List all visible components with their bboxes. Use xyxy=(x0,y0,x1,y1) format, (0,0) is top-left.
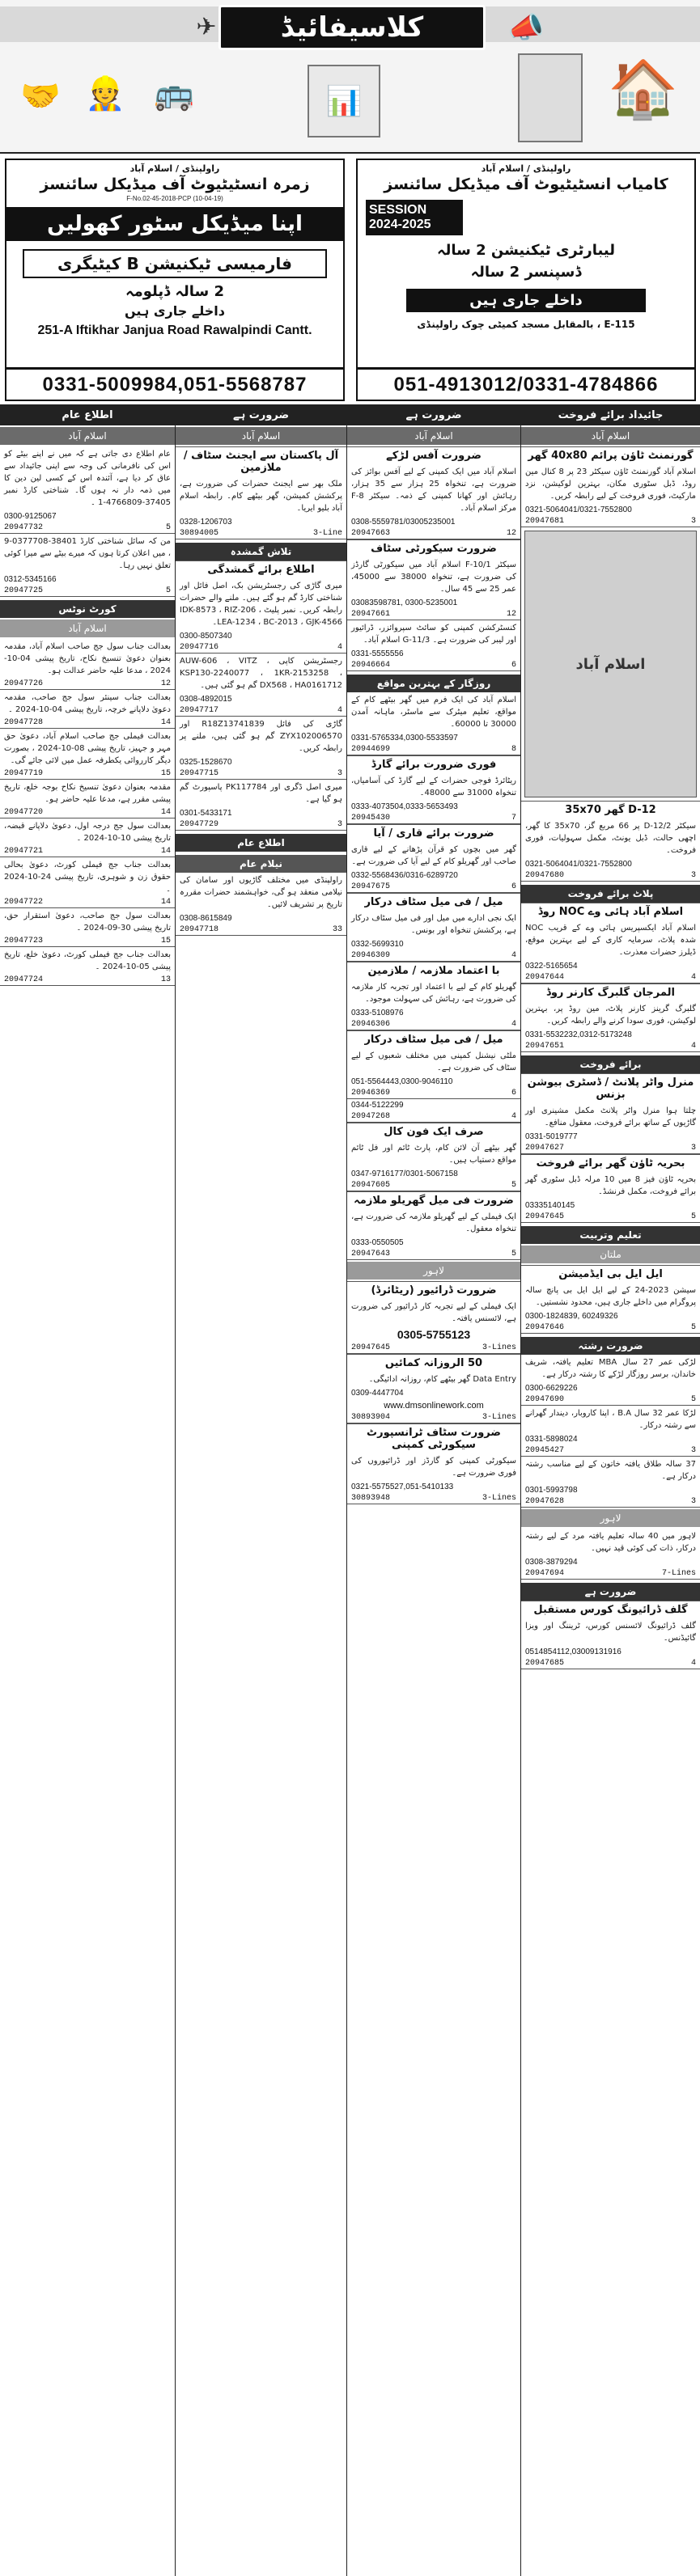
job-ad-phone: 0332-5699310 xyxy=(351,940,404,949)
job-ad-phone: 0321-5575527,051-5410133 xyxy=(351,1483,454,1491)
ad-city: راولپنڈی / اسلام آباد xyxy=(129,163,220,174)
job-ad-id: 20945430 7 xyxy=(347,813,520,824)
property-ad-phone: 03335140145 xyxy=(525,1201,575,1210)
property-ad-body: بحریہ ٹاؤن فیز 8 میں 10 مرلہ ڈبل سٹوری گھر برائے فروخت، مکمل فرنشڈ۔ xyxy=(525,1175,696,1196)
property-ad-body: سیکٹر D-12/2 پر 66 مربع گز، 35x70 کا گھر، اچھی حالت، ڈبل یونٹ، مکمل سہولیات، فوری فروخت۔ xyxy=(525,822,696,855)
job-ad-body: ملٹی نیشنل کمپنی میں مختلف شعبوں کے لیے سٹاف کی ضرورت ہے۔ xyxy=(351,1051,516,1072)
ad-store-banner: اپنا میڈیکل سٹور کھولیں xyxy=(6,207,343,241)
rishta-ad-id: 20947690 5 xyxy=(521,1394,700,1406)
column-jobs-2 xyxy=(175,404,346,2576)
city-bar: اسلام آباد xyxy=(176,427,346,445)
lost-ad-id: 20947716 4 xyxy=(176,642,346,654)
court-ad-body: بعدالت جناب جج فیملی کورٹ، دعویٰ خلع، تاریخ پیشی 05-10-2024 ۔ xyxy=(4,950,171,971)
job-ad-body: اسلام آباد میں ایک کمپنی کے لیے آفس بوائز کی ضرورت ہے، تنخواہ 25 ہزار سے 35 ہزار، رہائش اور کھانا کمپنی کے ذمہ۔ سیکٹر F-8 مرکز اسلام آباد۔ xyxy=(351,467,517,513)
city-bar: لاہور xyxy=(347,1262,520,1280)
job-ad-title: ضرورت فی میل گھریلو ملازمہ xyxy=(347,1191,520,1209)
job-ad-id: 20947663 12 xyxy=(347,528,520,539)
property-ad-body: گلبرگ گرینز کارنر پلاٹ، مین روڈ پر، بہترین لوکیشن، فوری سودا کرنے والے رابطہ کریں۔ xyxy=(525,1005,696,1026)
job-ad-id: 20947645 3-Lines xyxy=(347,1343,520,1354)
ad-admission: داخلے جاری ہیں xyxy=(125,303,225,319)
masthead-title: کلاسیفائیڈ xyxy=(280,11,424,44)
job-ad-id: 20947643 5 xyxy=(347,1249,520,1260)
job-ad-body: ایک فیملی کے لیے تجربہ کار ڈرائیور کی ضرورت ہے، لائسنس یافتہ۔ xyxy=(351,1302,516,1323)
rishta-ad-body: 37 سالہ طلاق یافتہ خاتون کے لیے مناسب رشتہ درکار ہے۔ xyxy=(525,1460,696,1481)
ad-admission: داخلے جاری ہیں xyxy=(406,289,646,312)
auction-ad-body: راولپنڈی میں مختلف گاڑیوں اور سامان کی نیلامی منعقد ہو گی، خواہشمند حضرات مقررہ تاریخ پر تشریف لائیں۔ xyxy=(180,876,342,909)
lost-section: تلاش گمشدہ xyxy=(176,543,346,560)
islamabad-photo xyxy=(524,531,697,797)
for-sale-section: برائے فروخت xyxy=(521,1055,700,1073)
wanted-ad-phone: 0514854112,03009131916 xyxy=(525,1648,622,1656)
notice-ad-phone: 0300-9125067 xyxy=(4,512,57,521)
property-ad-phone: 0321-5064041/0321-7552800 xyxy=(525,505,632,514)
column-notice xyxy=(0,404,175,2576)
wanted-ad-body: گلف ڈرائیونگ لائسنس کورس، ٹریننگ اور ویزا گائیڈنس۔ xyxy=(525,1622,696,1643)
ad-course-2: ڈسپنسر 2 سالہ xyxy=(470,264,582,281)
job-ad-body: اسلام آباد کی ایک فرم میں گھر بیٹھے کام کے مواقع، تعلیم میٹرک سے ماسٹر، ماہانہ آمدن 30000 تا 60000۔ xyxy=(351,696,516,729)
ad-category: فارمیسی ٹیکنیشن B کیٹیگری xyxy=(23,249,327,278)
masthead xyxy=(0,0,700,154)
lost-ad-body: گاڑی کی فائل R18Z13741839 اور ZYX102006570 گم ہو گئی ہیں، ملنے پر رابطہ کریں۔ xyxy=(180,720,343,753)
rishta-ad-body: لاہور میں 40 سالہ تعلیم یافتہ مرد کے لیے رشتہ درکار، ذات کی کوئی قید نہیں۔ xyxy=(525,1532,696,1553)
column-property xyxy=(520,404,700,2576)
masthead-banner xyxy=(218,5,486,50)
notice-ad-body: من کہ سائل شناختی کارڈ 38401-0377708-9 ، میں اعلان کرتا ہوں کہ میرے بیٹے سے میرا کوئی تعلق نہیں رہا۔ xyxy=(4,537,171,570)
rishta-ad-id: 20947628 3 xyxy=(521,1496,700,1508)
job-ad-body: گھریلو کام کے لیے با اعتماد اور تجربہ کار ملازمہ کی ضرورت ہے، رہائش کی سہولت موجود۔ xyxy=(351,983,516,1004)
court-ad-body: بعدالت فیملی جج صاحب اسلام آباد، دعویٰ حق مہر و جہیز، تاریخ پیشی 08-10-2024 ، بصورت دیگر کارروائی یکطرفہ عمل میں لائی جائے گی۔ xyxy=(4,732,172,765)
property-ad-phone: 0331-5019777 xyxy=(525,1132,578,1141)
bar-chart-icon: 📊 xyxy=(325,85,363,118)
property-ad-phone: 0321-5064041/0321-7552800 xyxy=(525,860,632,869)
job-ad-title: 50 الروزانہ کمائیں xyxy=(347,1354,520,1372)
job-ad-website[interactable]: www.dmsonlinework.com xyxy=(384,1401,484,1411)
property-ad-title: المرجان گلبرگ کارنر روڈ xyxy=(521,983,700,1001)
job-ad-body: گھر بیٹھے آن لائن کام، پارٹ ٹائم اور فل ٹائم مواقع دستیاب ہیں۔ xyxy=(351,1144,516,1165)
court-ad-body: بعدالت جناب سینئر سول جج صاحب، مقدمہ دعویٰ دلاپانے خرچہ، تاریخ پیشی 04-10-2024 ۔ xyxy=(4,693,171,714)
property-ad-title: گورنمنٹ ٹاؤن پرائم 40x80 گھر xyxy=(521,446,700,464)
job-ad-title: میل / فی میل سٹاف درکار xyxy=(347,893,520,911)
wanted-ad-title: گلف ڈرائیونگ کورس مستقبل xyxy=(521,1601,700,1618)
ad-institute-title: زمرہ انسٹیٹیوٹ آف میڈیکل سائنسز xyxy=(40,176,310,193)
worker-icon: 👷 xyxy=(85,74,125,112)
job-ad-id: 20947675 6 xyxy=(347,882,520,893)
ad-city: راولپنڈی / اسلام آباد xyxy=(481,163,571,174)
court-ad-id: 20947722 14 xyxy=(0,897,175,908)
rishta-ad-id: 20947694 7-Lines xyxy=(521,1568,700,1580)
education-ad-phone: 0300-1824839, 60249326 xyxy=(525,1312,618,1321)
ad-session: SESSION 2024-2025 xyxy=(366,200,463,235)
job-ad-title: آل پاکستان سے ایجنٹ سٹاف / ملازمین xyxy=(176,446,346,476)
city-bar: اسلام آباد xyxy=(521,427,700,445)
lost-ad-phone: 0301-5433171 xyxy=(180,809,232,818)
job-ad-id: 20947605 5 xyxy=(347,1180,520,1191)
court-ad-body: بعدالت جناب سول جج صاحب اسلام آباد، مقدمہ بعنوان دعویٰ تنسیخ نکاح، تاریخ پیشی 04-10-2024 ، مدعا علیہ حاضر عدالت ہو۔ xyxy=(4,642,171,675)
job-ad-phone: 0344-5122299 xyxy=(351,1101,404,1110)
court-ad-id: 20947721 14 xyxy=(0,846,175,857)
ad-duration: 2 سالہ ڈپلومہ xyxy=(125,283,224,300)
bus-icon: 🚌 xyxy=(154,74,194,112)
city-bar: ملتان xyxy=(521,1246,700,1263)
job-ad-title: با اعتماد ملازمہ / ملازمین xyxy=(347,962,520,979)
lost-ad-id: 20947717 4 xyxy=(176,705,346,717)
court-ad-body: بعدالت سول جج درجہ اول، دعویٰ دلاپانے قبضہ، تاریخ پیشی 10-10-2024 ۔ xyxy=(4,822,171,843)
job-ad-title: ضرورت سٹاف ٹرانسپورٹ سیکورٹی کمپنی xyxy=(347,1423,520,1453)
property-ad-id: 20947644 4 xyxy=(521,972,700,983)
notice-ad-id: 20947725 5 xyxy=(0,586,175,597)
property-ad-body: اسلام آباد ایکسپریس ہائی وے کے قریب NOC شدہ پلاٹ، سرمایہ کاری کے لیے بہترین موقع، ڈیلرز حضرات معذرت۔ xyxy=(525,924,696,957)
education-ad-title: ایل ایل بی ایڈمیشن xyxy=(521,1265,700,1283)
property-ad-body: اسلام آباد گورنمنٹ ٹاؤن سیکٹر 23 پر 8 کنال مین روڈ، ڈبل سٹوری مکان، بہترین لوکیشن، نزد مارکیٹ، فوری فروخت کے لیے رابطہ کریں۔ xyxy=(525,467,696,501)
handshake-icon: 🤝 xyxy=(20,77,61,115)
job-ad-body: سیکورٹی کمپنی کو گارڈز اور ڈرائیوروں کی فوری ضرورت ہے۔ xyxy=(351,1457,516,1478)
job-ad-phone: 0305-5755123 xyxy=(397,1328,471,1341)
rishta-ad-phone: 0308-3879294 xyxy=(525,1558,578,1567)
job-ad-phone: 03083598781, 0300-5235001 xyxy=(351,599,458,607)
city-bar: اسلام آباد xyxy=(0,620,175,637)
job-ad-phone: 0333-5108976 xyxy=(351,1009,404,1017)
job-ad-id: 30893904 3-Lines xyxy=(347,1412,520,1423)
court-ad-body: مقدمہ بعنوان دعویٰ تنسیخ نکاح بوجہ خلع، تاریخ پیشی مقرر ہے، مدعا علیہ حاضر ہو۔ xyxy=(4,783,171,804)
city-bar: لاہور xyxy=(521,1509,700,1527)
court-ad-id: 20947726 12 xyxy=(0,679,175,690)
job-ad-phone: 0331-5555556 xyxy=(351,649,404,658)
rishta-section: ضرورت رشتہ xyxy=(521,1337,700,1355)
job-ad-body: کنسٹرکشن کمپنی کو سائٹ سپروائزر، ڈرائیور اور لیبر کی ضرورت ہے۔ G-11/3 اسلام آباد۔ xyxy=(351,624,516,645)
photo-caption: اسلام آباد xyxy=(575,655,646,673)
court-notice-section: کورٹ نوٹس xyxy=(0,600,175,618)
notice-section: اطلاع عام xyxy=(176,834,346,852)
property-ad-title: اسلام آباد ہائی وے NOC روڈ xyxy=(521,903,700,920)
rishta-ad-body: لڑکا عمر 32 سال B.A ، اپنا کاروبار، دیندار گھرانے سے رشتہ درکار۔ xyxy=(525,1409,696,1430)
job-ad-title: فوری ضرورت برائے گارڈ xyxy=(347,755,520,773)
notice-ad-phone: 0312-5345166 xyxy=(4,575,57,584)
employment-section: روزگار کے بہترین مواقع xyxy=(347,675,520,692)
job-ad-id: 20946306 4 xyxy=(347,1019,520,1030)
job-ad-phone: 0308-5559781/03005235001 xyxy=(351,518,456,527)
column-jobs-1 xyxy=(346,404,520,2576)
column-heading: ضرورت ہے xyxy=(347,404,520,425)
rishta-ad-id: 20945427 3 xyxy=(521,1445,700,1457)
rishta-ad-phone: 0331-5898024 xyxy=(525,1435,578,1444)
city-bar: اسلام آباد xyxy=(347,427,520,445)
wanted-section: ضرورت ہے xyxy=(521,1583,700,1601)
ad-phone: 051-4913012/0331-4784866 xyxy=(358,367,694,400)
court-ad-body: بعدالت سول جج صاحب، دعویٰ استقرار حق، تاریخ پیشی 30-09-2024 ۔ xyxy=(4,912,171,933)
notice-ad-body: عام اطلاع دی جاتی ہے کہ میں نے اپنے بیٹے کو اس کی نافرمانی کی وجہ سے اپنی جائیداد سے عاق کر دیا ہے، آئندہ اس کے کسی لین دین کا میں ذمہ دار نہ ہوں گا۔ شناختی کارڈ نمبر 37405-4766809-1 ۔ xyxy=(4,450,171,507)
wanted-ad-id: 20947685 4 xyxy=(521,1658,700,1669)
property-ad-phone: 0322-5165654 xyxy=(525,962,578,971)
job-ad-title: صرف ایک فون کال xyxy=(347,1123,520,1140)
court-ad-body: بعدالت جناب جج فیملی کورٹ، دعویٰ بحالی حقوق زن و شوہری، تاریخ پیشی 24-10-2024 ۔ xyxy=(4,861,171,894)
property-ad-id: 20947651 4 xyxy=(521,1041,700,1052)
medical-institute-ad-right xyxy=(356,159,696,401)
job-ad-body: سیکٹر F-10/1 اسلام آباد میں سیکورٹی گارڈز کی ضرورت ہے، تنخواہ 38000 سے 45000، عمر 25 سے 45 سال۔ xyxy=(351,560,516,594)
job-ad-title: میل / فی میل سٹاف درکار xyxy=(347,1030,520,1048)
job-ad-phone: 0331-5765334,0300-5533597 xyxy=(351,734,458,742)
job-ad-body: گھر میں بچوں کو قرآن پڑھانے کے لیے قاری صاحب اور گھریلو کام کے لیے آیا کی ضرورت ہے۔ xyxy=(351,845,516,866)
ad-address: E-115 ، بالمقابل مسجد کمیٹی چوک راولپنڈی xyxy=(417,319,635,330)
ad-course-1: لیبارٹری ٹیکنیشن 2 سالہ xyxy=(437,242,615,259)
lost-ad-body: میری اصل ڈگری اور PK117784 پاسپورٹ گم ہو گیا ہے۔ xyxy=(180,783,342,804)
job-ad-body: ایک فیملی کے لیے گھریلو ملازمہ کی ضرورت ہے، تنخواہ معقول۔ xyxy=(351,1212,516,1233)
job-ad-title: ضرورت آفس لڑکے xyxy=(347,446,520,464)
job-ad-phone: 0328-1206703 xyxy=(180,518,232,527)
notice-ad-id: 20947732 5 xyxy=(0,522,175,534)
property-ad-id: 20947645 5 xyxy=(521,1212,700,1223)
job-ad-id: 20946309 4 xyxy=(347,950,520,962)
job-ad-id: 20946664 6 xyxy=(347,660,520,671)
megaphone-icon: 📣 xyxy=(507,11,545,44)
column-heading: ضرورت ہے xyxy=(176,404,346,425)
job-ad-phone: 0309-4447704 xyxy=(351,1389,404,1398)
job-ad-body: ایک نجی ادارے میں میل اور فی میل سٹاف درکار ہے، پرکشش تنخواہ اور بونس۔ xyxy=(351,914,516,935)
lost-ad-body: میری گاڑی کی رجسٹریشن بک، اصل فائل اور شناختی کارڈ گم ہو گئے ہیں۔ ملنے والے حضرات رابطہ کریں۔ نمبر پلیٹ IDK-8573 ، RIZ-206 ، LEA-1234 ، BC-2013 ، GJK-4566۔ xyxy=(180,582,342,627)
column-heading: جائیداد برائے فروخت xyxy=(521,404,700,425)
court-ad-id: 20947719 15 xyxy=(0,768,175,780)
lost-ad-phone: 0325-1528670 xyxy=(180,758,232,767)
city-bar: اسلام آباد xyxy=(0,427,175,445)
lost-ad-phone: 0308-4892015 xyxy=(180,695,232,704)
property-ad-title: D-12 گھر 35x70 xyxy=(521,801,700,818)
house-icon: 🏠 xyxy=(608,55,679,122)
career-paper-graphic xyxy=(518,53,583,142)
job-ad-id: 30893948 3-Lines xyxy=(347,1493,520,1504)
property-ad-title: بحریہ ٹاؤن گھر برائے فروخت xyxy=(521,1154,700,1172)
auction-ad-id: 20947718 33 xyxy=(176,924,346,936)
property-ad-id: 20947680 3 xyxy=(521,870,700,882)
job-ad-id: 20947661 12 xyxy=(347,609,520,620)
job-ad-title: ضرورت سیکورٹی سٹاف xyxy=(347,539,520,557)
job-ad-title: ضرورت ڈرائیور (ریٹائرڈ) xyxy=(347,1281,520,1299)
lost-ad-id: 20947729 3 xyxy=(176,819,346,831)
job-ad-body: ملک بھر سے ایجنٹ حضرات کی ضرورت ہے، پرکشش کمیشن، گھر بیٹھے کام۔ رابطہ اسلام آباد بلیو ایریا۔ xyxy=(180,480,342,513)
property-ad-body: چلتا ہوا منرل واٹر پلانٹ مکمل مشینری اور گاڑیوں کے ساتھ برائے فروخت، معقول منافع۔ xyxy=(525,1106,696,1127)
lost-ad-title: اطلاع برائے گمشدگی xyxy=(176,560,346,578)
court-ad-id: 20947724 13 xyxy=(0,975,175,986)
ad-institute-title: کامیاب انسٹیٹیوٹ آف میڈیکل سائنسز xyxy=(384,176,668,193)
lost-ad-phone: 0300-8507340 xyxy=(180,632,232,641)
job-ad-id: 20944699 8 xyxy=(347,744,520,755)
auction-ad-phone: 0308-8615849 xyxy=(180,914,232,923)
property-ad-title: منرل واٹر پلانٹ / ڈسٹری بیوشن بزنس xyxy=(521,1073,700,1103)
education-section: تعلیم وتربیت xyxy=(521,1226,700,1244)
job-ad-body: Data Entry گھر بیٹھے کام، روزانہ ادائیگی۔ xyxy=(368,1375,516,1384)
column-heading: اطلاع عام xyxy=(0,404,175,425)
job-ad-phone: 0347-9716177/0301-5067158 xyxy=(351,1170,458,1178)
job-ad-phone: 051-5564443,0300-9046110 xyxy=(351,1077,453,1086)
education-ad-body: سیشن 2023-24 کے لیے ایل ایل بی پانچ سالہ پروگرام میں داخلے جاری ہیں، محدود نشستیں۔ xyxy=(525,1286,696,1307)
job-ad-id: 20946369 6 xyxy=(347,1088,520,1099)
rishta-ad-phone: 0300-6629226 xyxy=(525,1384,578,1393)
job-ad-phone: 0332-5568436/0316-6289720 xyxy=(351,871,458,880)
ad-address: 251-A Iftikhar Janjua Road Rawalpindi Cantt. xyxy=(37,324,312,337)
lost-ad-body: رجسٹریشن کاپی AUW-606 ، VITZ ، KSP130-2240077 ، 1KR-2153258 ، DX568 ، HA0161712 گم ہو گئی ہیں۔ xyxy=(180,657,343,690)
auction-section: نیلام عام xyxy=(176,855,346,873)
medical-institute-ad-left xyxy=(5,159,345,401)
education-ad-id: 20947646 5 xyxy=(521,1322,700,1334)
court-ad-id: 20947728 14 xyxy=(0,717,175,729)
job-ad-body: ریٹائرڈ فوجی حضرات کے لیے گارڈ کی آسامیاں، تنخواہ 31000 سے 48000۔ xyxy=(351,776,516,797)
job-ad-phone: 0333-4073504,0333-5653493 xyxy=(351,802,458,811)
rishta-ad-phone: 0301-5993798 xyxy=(525,1486,578,1495)
property-ad-phone: 0331-5532232,0312-5173248 xyxy=(525,1030,632,1039)
property-ad-id: 20947627 3 xyxy=(521,1143,700,1154)
job-ad-title: ضرورت برائے قاری / آیا xyxy=(347,824,520,842)
court-ad-id: 20947720 14 xyxy=(0,807,175,818)
job-ad-id: 20947268 4 xyxy=(347,1111,520,1123)
rishta-ad-body: لڑکی عمر 27 سال MBA تعلیم یافتہ، شریف خاندان، برسر روزگار لڑکے کا رشتہ درکار ہے۔ xyxy=(525,1358,696,1379)
plot-sale-section: پلاٹ برائے فروخت xyxy=(521,885,700,903)
job-ad-phone: 0333-0550505 xyxy=(351,1238,404,1247)
court-ad-id: 20947723 15 xyxy=(0,936,175,947)
job-ad-id: 30894005 3-Line xyxy=(176,528,346,539)
airplane-icon: ✈ xyxy=(196,12,217,41)
ad-phone: 0331-5009984,051-5568787 xyxy=(6,367,343,400)
property-ad-id: 20947681 3 xyxy=(521,516,700,527)
lost-ad-id: 20947715 3 xyxy=(176,768,346,780)
ad-registration: F-No.02-45-2018-PCP (10-04-19) xyxy=(126,195,223,202)
